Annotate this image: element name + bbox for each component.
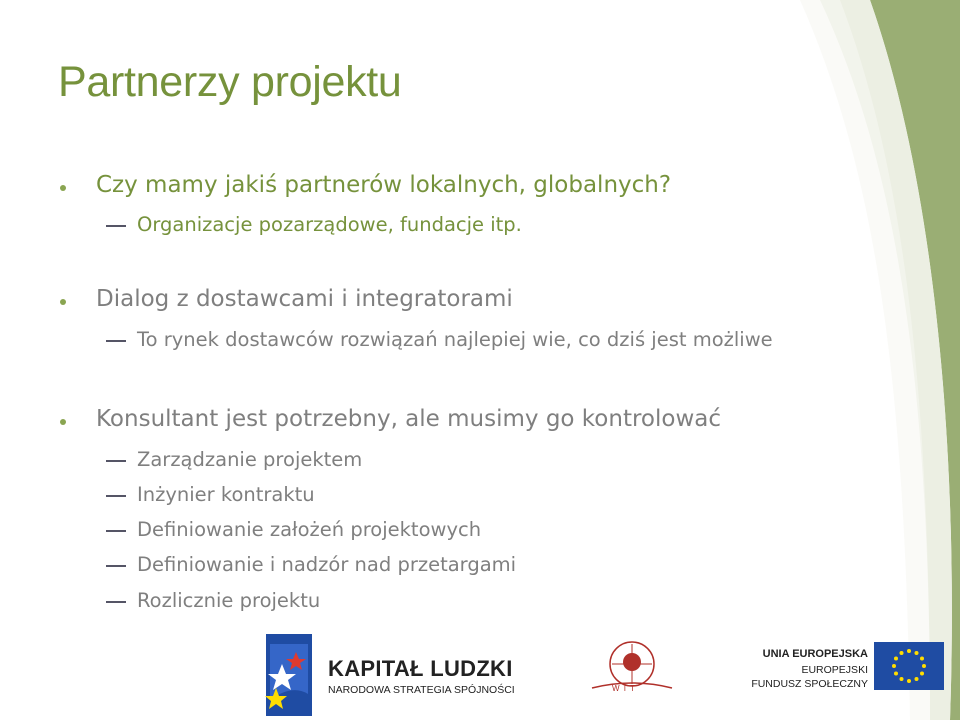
eu-line-2: EUROPEJSKI [801,664,868,676]
kapital-ludzki-tagline: NARODOWA STRATEGIA SPÓJNOŚCI [328,684,515,696]
sub-item-text: Organizacje pozarządowe, fundacje itp. [137,213,522,236]
sub-dash [106,601,126,603]
eu-flag-icon [874,642,944,690]
bullet-text: Czy mamy jakiś partnerów lokalnych, globalnych? [96,172,672,198]
sub-item-text: To rynek dostawców rozwiązań najlepiej wie, co dziś jest możliwe [137,328,773,351]
slide-title: Partnerzy projektu [58,58,402,106]
kapital-ludzki-logo-icon [262,634,318,718]
sub-item-text: Definiowanie założeń projektowych [137,518,482,541]
footer-logos [0,630,960,720]
bullet-dot [60,299,66,305]
sub-item-text: Definiowanie i nadzór nad przetargami [137,553,517,576]
sub-dash [106,340,126,342]
eu-line-1: UNIA EUROPEJSKA [762,648,868,660]
bullet-dot [60,185,66,191]
sub-dash [106,495,126,497]
wit-logo-label: W I T [612,684,636,693]
sub-item-text: Inżynier kontraktu [137,483,315,506]
sub-item-text: Zarządzanie projektem [137,448,363,471]
eu-line-3: FUNDUSZ SPOŁECZNY [751,678,868,690]
sub-item-text: Rozlicznie projektu [137,589,321,612]
sub-dash [106,565,126,567]
sub-dash [106,225,126,227]
sub-dash [106,530,126,532]
bullet-text: Konsultant jest potrzebny, ale musimy go kontrolować [96,406,721,432]
bullet-text: Dialog z dostawcami i integratorami [96,286,513,312]
kapital-ludzki-name: KAPITAŁ LUDZKI [328,656,513,681]
bullet-dot [60,419,66,425]
sub-dash [106,460,126,462]
